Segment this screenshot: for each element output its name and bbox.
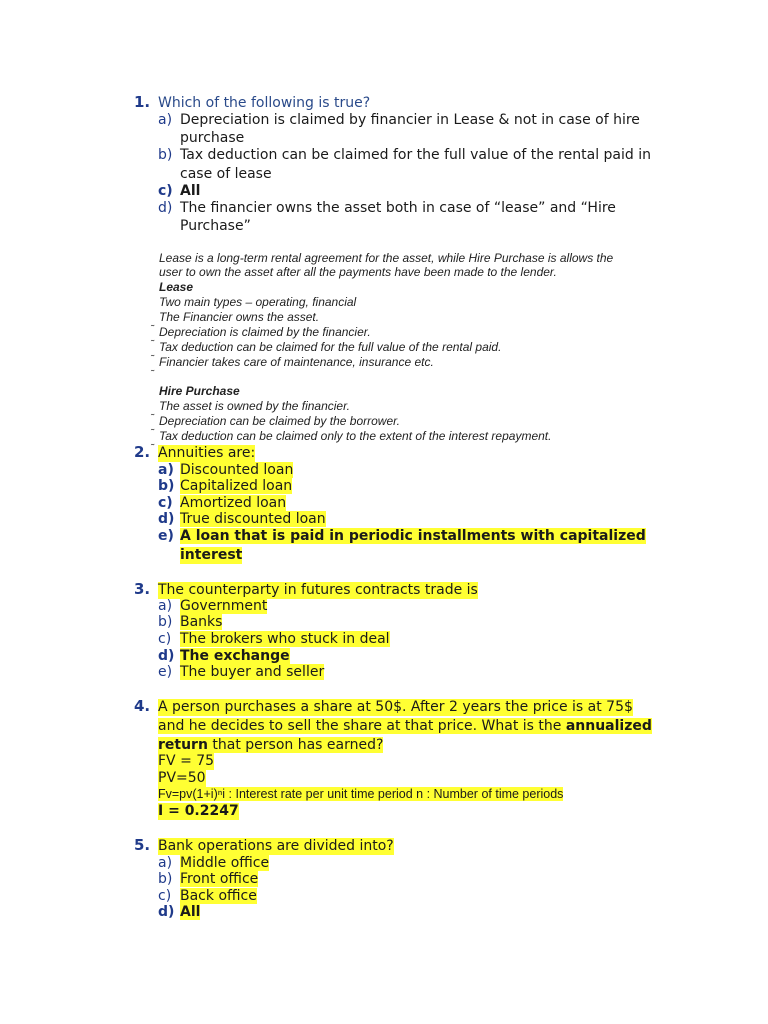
q1-option-d-text-cont: Purchase” [180, 218, 251, 234]
hire-purchase-heading: Hire Purchase [159, 384, 240, 398]
q1-question: Which of the following is true? [158, 95, 371, 111]
q5-option-b [158, 871, 258, 888]
q5-option-c [158, 888, 257, 905]
q3-number: 3. [134, 580, 151, 598]
q2-option-a-label: a) [158, 462, 174, 478]
q1-option-c-text: All [180, 183, 201, 199]
q1-option-a [158, 112, 640, 129]
q2-option-b [158, 478, 292, 495]
q1-number: 1. [134, 93, 151, 111]
lease-line: The Financier owns the asset. [159, 310, 320, 324]
q1-option-a-text-cont: purchase [180, 130, 245, 146]
q1-option-d [158, 200, 616, 217]
bullet-mark: ˷ [151, 316, 155, 327]
q5-number: 5. [134, 836, 151, 854]
q2-number: 2. [134, 443, 151, 461]
q4-question-line3-bold: return [158, 737, 208, 753]
q2-question: Annuities are: [158, 445, 256, 461]
q4-answer: I = 0.2247 [158, 803, 239, 819]
explanation-intro-line1: Lease is a long-term rental agreement for the asset, while Hire Purchase is allows the [159, 251, 614, 265]
q3-option-d [158, 648, 290, 665]
q2-option-a [158, 462, 293, 479]
q3-option-c [158, 631, 390, 648]
q1-option-c-label: c) [158, 183, 173, 199]
q3-option-b-label: b) [158, 614, 173, 630]
q5-option-b-label: b) [158, 871, 173, 887]
bullet-mark: ˷ [151, 361, 155, 372]
q1-option-a-text: Depreciation is claimed by financier in Lease & not in case of hire [180, 112, 640, 128]
q5-option-a [158, 855, 269, 872]
lease-heading: Lease [159, 280, 194, 294]
q5-option-d [158, 904, 200, 921]
q5-option-c-text: Back office [180, 888, 257, 904]
q3-option-d-label: d) [158, 648, 175, 664]
q1-option-b-text-cont: case of lease [180, 166, 272, 182]
bullet-mark: ˷ [151, 405, 155, 416]
q3-option-a-text: Government [180, 598, 268, 614]
q4-pv: PV=50 [158, 770, 206, 786]
lease-line: Tax deduction can be claimed for the full value of the rental paid. [159, 340, 502, 354]
q4-formula: Fv=pv(1+i)ⁿi : Interest rate per unit time period n : Number of time periods [158, 787, 564, 801]
q3-option-b [158, 614, 222, 631]
q2-option-e-text: A loan that is paid in periodic installments with capitalized [180, 528, 646, 544]
q5-option-d-label: d) [158, 904, 175, 920]
q2-option-e [158, 528, 646, 545]
q3-option-b-text: Banks [180, 614, 223, 630]
q1-option-b-text: Tax deduction can be claimed for the full value of the rental paid in [180, 147, 651, 163]
q1-option-b-label: b) [158, 147, 173, 163]
q1-option-c [158, 183, 200, 200]
q2-option-a-text: Discounted loan [180, 462, 294, 478]
q2-option-b-label: b) [158, 478, 175, 494]
bullet-mark: ˷ [151, 435, 155, 446]
q3-option-e [158, 664, 324, 681]
q4-question-line3-text: that person has earned? [207, 737, 384, 753]
q3-option-e-text: The buyer and seller [180, 664, 325, 680]
q2-option-d-text: True discounted loan [180, 511, 326, 527]
q2-option-d-label: d) [158, 511, 175, 527]
bullet-mark: ˷ [151, 346, 155, 357]
q5-option-a-label: a) [158, 855, 173, 871]
explanation-intro-line2: user to own the asset after all the payments have been made to the lender. [159, 265, 557, 279]
q2-option-c-text: Amortized loan [180, 495, 287, 511]
q3-option-a [158, 598, 267, 615]
q3-option-c-text: The brokers who stuck in deal [180, 631, 390, 647]
q4-fv: FV = 75 [158, 753, 215, 769]
q2-option-e-text-cont: interest [180, 547, 243, 563]
hp-line: Tax deduction can be claimed only to the extent of the interest repayment. [159, 429, 552, 443]
bullet-mark: ˷ [151, 420, 155, 431]
q4-question-line1: A person purchases a share at 50$. After 2 years the price is at 75$ [158, 699, 633, 715]
q5-question: Bank operations are divided into? [158, 838, 394, 854]
q2-option-c [158, 495, 286, 512]
lease-line: Two main types – operating, financial [159, 295, 357, 309]
q4-question-line2-bold: annualized [565, 718, 652, 734]
q4-question-line2 [158, 718, 652, 735]
q5-option-b-text: Front office [180, 871, 259, 887]
q3-question: The counterparty in futures contracts trade is [158, 582, 478, 598]
q3-option-c-label: c) [158, 631, 172, 647]
q5-option-a-text: Middle office [180, 855, 270, 871]
q3-option-d-text: The exchange [180, 648, 290, 664]
q2-option-e-label: e) [158, 528, 174, 544]
q5-option-d-text: All [180, 904, 201, 920]
q1-option-a-label: a) [158, 112, 173, 128]
q5-option-c-label: c) [158, 888, 172, 904]
hp-line: The asset is owned by the financier. [159, 399, 350, 413]
hp-line: Depreciation can be claimed by the borrower. [159, 414, 401, 428]
q2-option-b-text: Capitalized loan [180, 478, 293, 494]
q1-option-d-text: The financier owns the asset both in case of “lease” and “Hire [180, 200, 616, 216]
lease-line: Financier takes care of maintenance, insurance etc. [159, 355, 434, 369]
q4-question-line3 [158, 737, 383, 754]
bullet-mark: ˷ [151, 331, 155, 342]
q4-question-line2-text: and he decides to sell the share at that price. What is the [158, 718, 566, 734]
lease-line: Depreciation is claimed by the financier. [159, 325, 371, 339]
q1-option-d-label: d) [158, 200, 173, 216]
q2-option-c-label: c) [158, 495, 173, 511]
q1-option-b [158, 147, 651, 164]
q3-option-e-label: e) [158, 664, 173, 680]
q3-option-a-label: a) [158, 598, 173, 614]
q4-number: 4. [134, 697, 151, 715]
q2-option-d [158, 511, 326, 528]
